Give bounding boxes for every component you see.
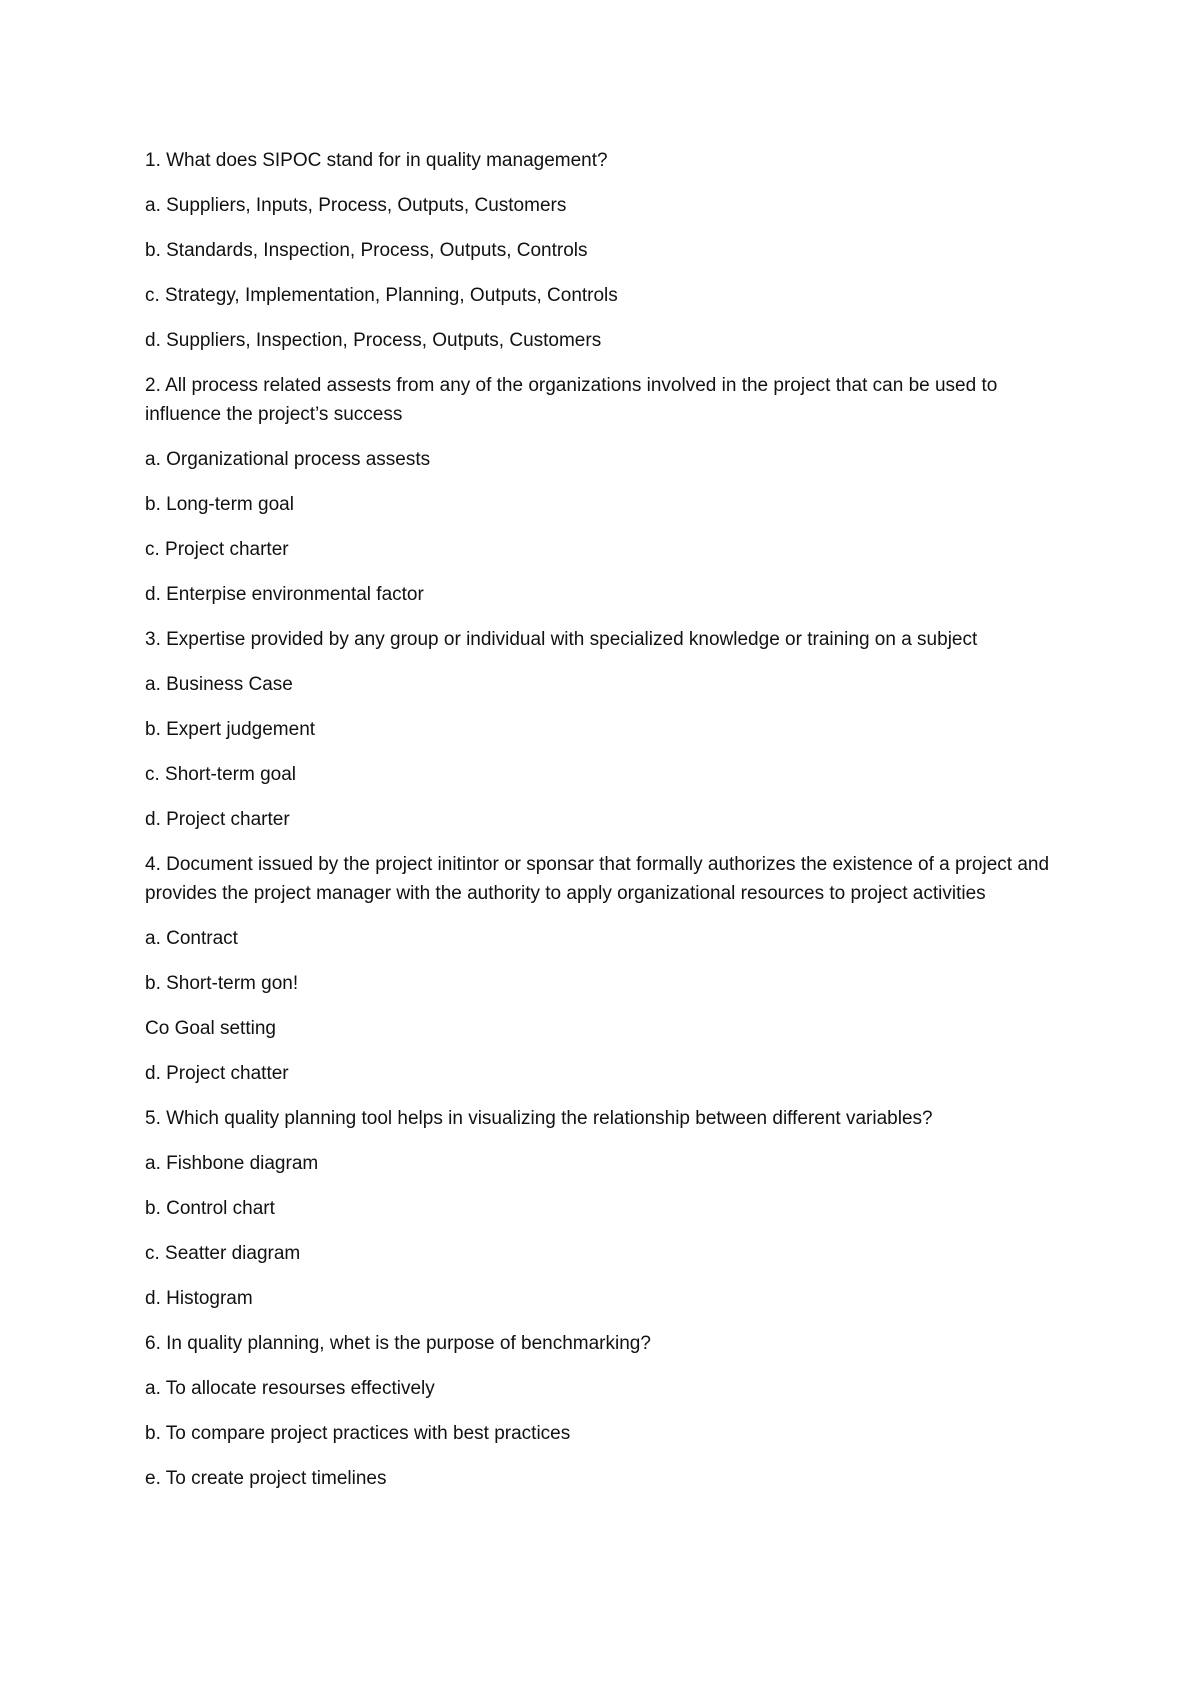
question-4: 4. Document issued by the project initintor or sponsar that formally authorizes the existence of a project and provides the project manager with the authority to apply organizational resources to project activities <box>145 854 1050 904</box>
q6-option-e: e. To create project timelines <box>145 1468 387 1489</box>
q3-option-d: d. Project charter <box>145 809 290 830</box>
q2-option-a: a. Organizational process assests <box>145 449 431 470</box>
q3-option-b: b. Expert judgement <box>145 719 316 740</box>
q2-option-c: c. Project charter <box>145 539 289 560</box>
q4-option-a: a. Contract <box>145 928 238 949</box>
q3-option-a: a. Business Case <box>145 674 293 695</box>
document-body <box>145 146 1075 1509</box>
q1-option-d: d. Suppliers, Inspection, Process, Outputs, Customers <box>145 330 602 351</box>
q6-option-a: a. To allocate resourses effectively <box>145 1378 435 1399</box>
q4-option-c: Co Goal setting <box>145 1018 276 1039</box>
q4-option-d: d. Project chatter <box>145 1063 289 1084</box>
q4-option-b: b. Short-term gon! <box>145 973 299 994</box>
q3-option-c: c. Short-term goal <box>145 764 296 785</box>
question-3: 3. Expertise provided by any group or individual with specialized knowledge or training on a subject <box>145 629 978 650</box>
q1-option-c: c. Strategy, Implementation, Planning, Outputs, Controls <box>145 285 618 306</box>
q2-option-b: b. Long-term goal <box>145 494 294 515</box>
question-2: 2. All process related assests from any of the organizations involved in the project that can be used to influence the project’s success <box>145 375 998 425</box>
q5-option-a: a. Fishbone diagram <box>145 1153 319 1174</box>
question-1: 1. What does SIPOC stand for in quality management? <box>145 150 608 171</box>
q5-option-d: d. Histogram <box>145 1288 253 1309</box>
question-5: 5. Which quality planning tool helps in visualizing the relationship between different variables? <box>145 1108 933 1129</box>
q1-option-a: a. Suppliers, Inputs, Process, Outputs, Customers <box>145 195 567 216</box>
q2-option-d: d. Enterpise environmental factor <box>145 584 424 605</box>
question-6: 6. In quality planning, whet is the purpose of benchmarking? <box>145 1333 651 1354</box>
q5-option-b: b. Control chart <box>145 1198 275 1219</box>
q1-option-b: b. Standards, Inspection, Process, Outputs, Controls <box>145 240 588 261</box>
q5-option-c: c. Seatter diagram <box>145 1243 301 1264</box>
q6-option-b: b. To compare project practices with best practices <box>145 1423 571 1444</box>
